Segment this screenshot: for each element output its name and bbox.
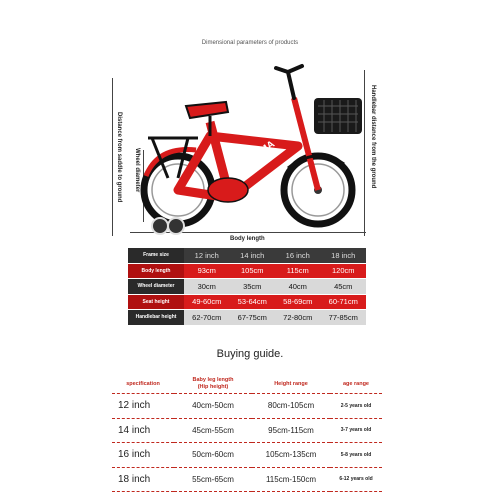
params-cell: 67-75cm: [230, 310, 276, 326]
guide-cell-height: 95cm-115cm: [252, 418, 330, 443]
params-cell: 35cm: [230, 279, 276, 295]
guide-cell-age: 2-5 years old: [330, 394, 382, 419]
guide-header-spec: specification: [112, 375, 174, 394]
buying-guide-title: Buying guide.: [216, 348, 284, 360]
guide-header-height: Height range: [252, 375, 330, 394]
guide-header-leg: [174, 375, 252, 394]
params-header-cell: 12 inch: [184, 248, 230, 263]
params-row-seat-height: [128, 294, 366, 310]
params-row-wheel-diameter: [128, 279, 366, 295]
params-cell: 62-70cm: [184, 310, 230, 326]
guide-cell-spec: 16 inch: [112, 443, 174, 468]
guide-header-leg-line1: Baby leg length: [192, 377, 234, 383]
saddle-height-label: Distance from saddle to ground: [116, 112, 122, 203]
guide-cell-leg: 40cm-50cm: [174, 394, 252, 419]
params-cell: 60-71cm: [321, 294, 367, 310]
front-basket: [314, 98, 362, 134]
params-cell: 77-85cm: [321, 310, 367, 326]
guide-cell-age: 5-8 years old: [330, 443, 382, 468]
handlebar-height-label: Handlebar distance from the ground: [370, 85, 376, 189]
guide-cell-age: 3-7 years old: [330, 418, 382, 443]
chain-guard: [208, 178, 248, 202]
params-row-body-length: [128, 263, 366, 279]
wheel-diameter-label: Wheel diameter: [134, 148, 140, 193]
frame-brand-text: XINTUMA: [233, 138, 277, 174]
guide-cell-leg: 55cm-65cm: [174, 467, 252, 492]
buying-guide-table: [112, 375, 382, 492]
params-cell: 45cm: [321, 279, 367, 295]
params-row-handlebar-height: [128, 310, 366, 326]
params-cell: 49-60cm: [184, 294, 230, 310]
guide-cell-leg: 50cm-60cm: [174, 443, 252, 468]
params-cell: 53-64cm: [230, 294, 276, 310]
params-cell: 40cm: [275, 279, 321, 295]
guide-row-16: [112, 443, 382, 468]
guide-row-12: [112, 394, 382, 419]
guide-row-14: [112, 418, 382, 443]
guide-row-18: [112, 467, 382, 492]
params-header-row: [128, 248, 366, 263]
guide-cell-age: 6-12 years old: [330, 467, 382, 492]
params-header-cell: 16 inch: [275, 248, 321, 263]
params-cell: 93cm: [184, 263, 230, 279]
params-row-label: Body length: [128, 263, 184, 279]
saddle-height-dimension-line: [112, 78, 113, 236]
params-cell: 30cm: [184, 279, 230, 295]
params-cell: 105cm: [230, 263, 276, 279]
guide-header-leg-line2: (Hip height): [197, 384, 229, 390]
guide-cell-spec: 12 inch: [112, 394, 174, 419]
params-header-cell: 14 inch: [230, 248, 276, 263]
params-row-label: Wheel diameter: [128, 279, 184, 295]
guide-cell-spec: 14 inch: [112, 418, 174, 443]
guide-cell-leg: 45cm-55cm: [174, 418, 252, 443]
params-cell: 58-69cm: [275, 294, 321, 310]
params-header-cell: 18 inch: [321, 248, 367, 263]
page-title: Dimensional parameters of products: [201, 40, 299, 46]
training-wheel: [152, 218, 168, 234]
params-header-cell: Frame size: [128, 248, 184, 263]
training-wheel-2: [168, 218, 184, 234]
params-cell: 120cm: [321, 263, 367, 279]
guide-header-row: [112, 375, 382, 394]
handlebar: [276, 66, 302, 98]
guide-cell-height: 105cm-135cm: [252, 443, 330, 468]
guide-cell-height: 80cm-105cm: [252, 394, 330, 419]
guide-header-age: age range: [330, 375, 382, 394]
params-cell: 72-80cm: [275, 310, 321, 326]
params-cell: 115cm: [275, 263, 321, 279]
parameters-table: [128, 248, 366, 326]
params-row-label: Handlebar height: [128, 310, 184, 326]
bicycle-illustration: [118, 58, 376, 236]
bike-seat: [186, 102, 228, 118]
guide-cell-height: 115cm-150cm: [252, 467, 330, 492]
guide-cell-spec: 18 inch: [112, 467, 174, 492]
body-length-label: Body length: [230, 236, 265, 242]
params-row-label: Seat height: [128, 294, 184, 310]
